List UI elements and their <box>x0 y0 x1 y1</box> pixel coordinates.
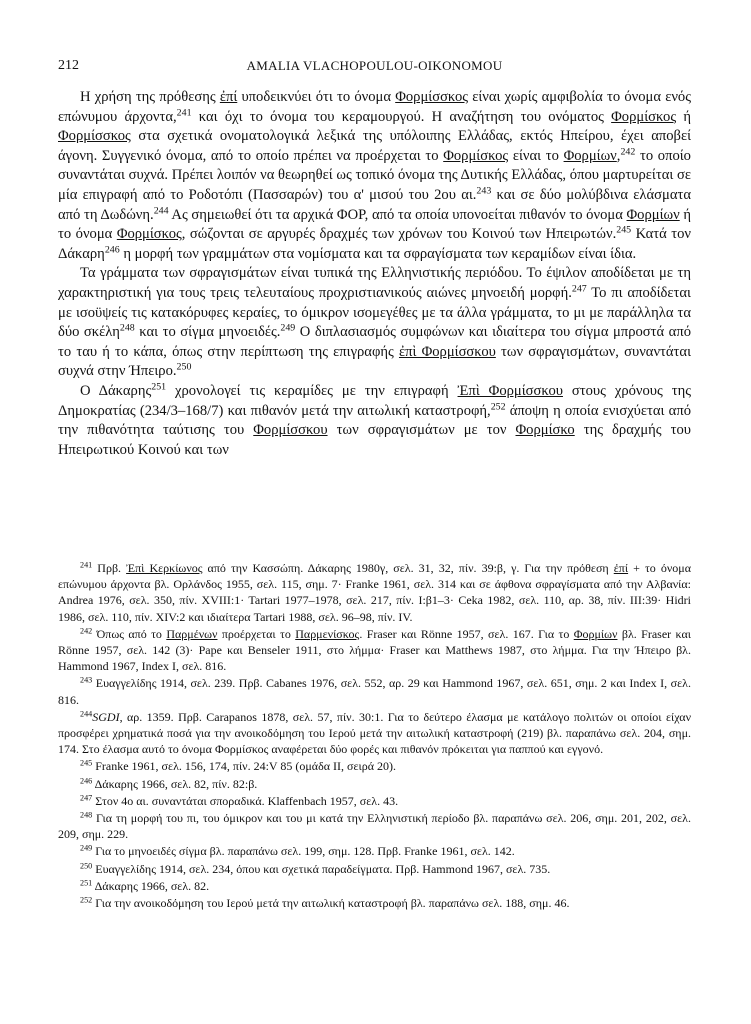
footnote-ref: 242 <box>620 146 636 158</box>
footnote-252 <box>58 895 691 911</box>
footnote-number: 251 <box>80 878 93 888</box>
footnotes <box>58 560 691 912</box>
text: Για τη μορφή του πι, του όμικρον και του μι κατά την Ελληνιστική περίοδο βλ. παραπάνω σελ. 206, σημ. 201, 202, σελ. 209, σημ. 229. <box>58 811 691 842</box>
footnote-number: 245 <box>80 758 93 768</box>
footnote-number: 252 <box>80 895 93 905</box>
underlined-term: Φορμίσκος <box>443 147 509 164</box>
footnote-ref: 248 <box>119 322 135 334</box>
text: είναι χωρίς αμφιβολία το όνομα ενός επώνυμου άρχοντα, <box>58 89 691 125</box>
underlined-term: Ἐπὶ Φορμίσσκου <box>457 382 563 399</box>
underlined-term: Φορμίων <box>626 206 680 223</box>
text: η μορφή των γραμμάτων στα νομίσματα και τα σφραγίσματα των κεραμίδων είναι ίδια. <box>119 245 637 262</box>
text: και σε δύο μολύβδινα ελάσματα από τη Δωδώνη. <box>58 186 692 223</box>
footnote-247 <box>58 793 691 809</box>
text: άποψη η οποία ενισχύεται από την πιθανότητα ταύτισης του <box>58 402 691 439</box>
text: Τα γράμματα των σφραγισμάτων είναι τυπικά της Ελληνιστικής περιόδου. Το έψιλον αποδίδεται με τη χαρακτηριστική για τους τρεις τελευταίους προχριστιανικούς αιώνες μηνοειδή μορφή. <box>58 265 691 301</box>
paragraph-2 <box>58 264 691 382</box>
underlined-term: Φορμίσσκος <box>395 89 469 105</box>
text: Ευαγγελίδης 1914, σελ. 239. Πρβ. Cabanes 1976, σελ. 552, αρ. 29 και Hammond 1967, σελ. 651, σημ. 2 και Index I, σελ. 816. <box>58 676 691 707</box>
text: και το σίγμα μηνοειδές. <box>134 324 281 341</box>
footnote-ref: 250 <box>176 361 192 373</box>
footnote-ref: 249 <box>280 322 296 334</box>
footnote-241 <box>58 560 691 625</box>
text: Ευαγγελίδης 1914, σελ. 234, όπου και σχετικά παραδείγματα. Πρβ. Hammond 1967, σελ. 735. <box>92 861 551 876</box>
underlined-term: ἐπί <box>613 561 629 575</box>
footnote-ref: 244 <box>153 205 169 217</box>
text: Το πι αποδίδεται με ισοϋψείς τις κατακόρυφες κεραίες, το όμικρον ισομεγέθες με τα άλλα γράμματα, το μι με παράλληλα τα δύο σκέλη <box>58 284 691 341</box>
paragraph-1 <box>58 88 691 264</box>
footnote-250 <box>58 861 691 877</box>
text: , σώζονται σε αργυρές δραχμές των χρόνων του Κοινού των Ηπειρωτών. <box>181 226 617 243</box>
footnote-number: 244 <box>80 709 93 719</box>
footnote-number: 241 <box>80 560 93 570</box>
footnote-244 <box>58 709 691 758</box>
text: προέρχεται το <box>217 626 296 641</box>
text: Ο διπλασιασμός συμφώνων και ιδιαίτερα του σίγμα μπροστά από το ταυ ή το κάπα, όπως στην περίπτωση της επιγραφής <box>58 324 691 360</box>
underlined-term: ἐπὶ Φορμίσσκου <box>398 343 496 360</box>
underlined-term: Φορμίσκος <box>611 108 677 125</box>
text: ή <box>676 108 692 125</box>
text: , αρ. 1359. Πρβ. Carapanos 1878, σελ. 57, πίν. 30:1. Για το δεύτερο έλασμα με κατάλογο πολιτών οι οποίοι είχαν προσφέρει χρηματικά ποσά για την ανοικοδόμηση του Ιερού μετά την αιτωλική καταστροφή (219) βλ. παραπάνω σελ. 204, σημ. 174. Στο έλασμα αυτό το όνομα Φορμίσκος αναφέρεται δύο φορές και πιθανόν πρόκειται για παππού και εγγονό. <box>58 709 691 757</box>
text: Η χρήση της πρόθεσης <box>80 89 220 105</box>
text: της δραχμής του Ηπειρωτικού Κοινού και των <box>58 422 691 458</box>
text: , <box>616 147 621 164</box>
underlined-term: Παρμενίσκος <box>295 626 360 641</box>
footnote-ref: 252 <box>490 401 506 413</box>
underlined-term: Φορμίσσκος <box>58 128 131 145</box>
text: Όπως από το <box>92 626 167 641</box>
text: Δάκαρης 1966, σελ. 82, πίν. 82:β. <box>92 776 258 791</box>
text: στα σχετικά ονοματολογικά λεξικά της υπόλοιπης Ελλάδας, εκτός Ηπείρου, έχει αποβεί άγονη. Συγγενικό όνομα, από το οποίο πρέπει να προέρχεται το <box>58 128 691 164</box>
footnote-ref: 251 <box>151 381 167 393</box>
text: των σφραγισμάτων, συναντάται συχνά στην Ήπειρο. <box>58 343 691 380</box>
footnote-number: 249 <box>80 843 93 853</box>
italic-term: SGDI <box>92 709 120 724</box>
text: ή το όνομα <box>58 206 692 243</box>
page-header <box>58 58 691 78</box>
text: Πρβ. <box>92 561 127 575</box>
running-head: AMALIA VLACHOPOULOU-OIKONOMOU <box>246 58 503 73</box>
text: βλ. Fraser και Rönne 1957, σελ. 142 (3)· Pape και Benseler 1911, στο λήμμα· Fraser και Matthews 1987, στο λήμμα. Για την Ήπειρο βλ. Hammond 1967, Index I, σελ. 816. <box>58 626 691 674</box>
footnote-249 <box>58 843 691 859</box>
text: Για την ανοικοδόμηση του Ιερού μετά την αιτωλική καταστροφή βλ. παραπάνω σελ. 188, σημ. 46. <box>92 896 570 911</box>
underlined-term: ἐπί <box>219 89 238 105</box>
underlined-term: Παρμένων <box>166 626 218 641</box>
footnote-251 <box>58 878 691 894</box>
text: υποδεικνύει ότι το όνομα <box>237 89 396 105</box>
text: . Fraser και Rönne 1957, σελ. 167. Για το <box>359 626 574 641</box>
footnote-ref: 243 <box>476 185 492 197</box>
text: χρονολογεί τις κεραμίδες με την επιγραφή <box>166 382 458 399</box>
footnote-ref: 247 <box>571 283 587 295</box>
main-text <box>58 88 691 460</box>
text: Δάκαρης 1966, σελ. 82. <box>92 878 210 893</box>
text: Κατά τον Δάκαρη <box>58 226 692 262</box>
text: + το όνομα επώνυμου άρχοντα βλ. Ορλάνδος 1955, σελ. 115, σημ. 7· Franke 1961, σελ. 314 και σε άφθονα σφραγίσματα από την Αλβανία: Andrea 1976, σελ. 350, πίν. XVIII:1· Tartari 1977–1978, σελ. 217, πίν. I:β1–3· Ceka 1982, σελ. 110, αρ. 38, πίν. III:39· Hidri 1986, σελ. 110, πίν. XIV:2 και ιδιαίτερα Tartari 1988, σελ. 96–98, πίν. IV. <box>58 561 691 624</box>
text: Franke 1961, σελ. 156, 174, πίν. 24:V 85 (ομάδα II, σειρά 20). <box>92 759 397 774</box>
text: το οποίο συναντάται συχνά. Πρέπει λοιπόν να θεωρηθεί ως τοπικό όνομα της Δυτικής Ελλάδας, όπου μαρτυρείται σε μία επιγραφή από το Ροδοτόπι (Πασσαρών) του α' μισού του 2ου αι. <box>58 147 691 203</box>
underlined-term: Φορμίων <box>563 147 617 164</box>
text: στους χρόνους της Δημοκρατίας (234/3–168/7) και πιθανόν μετά την αιτωλική καταστροφή, <box>58 382 691 419</box>
footnote-number: 247 <box>80 793 93 803</box>
text: είναι το <box>508 147 564 164</box>
footnote-243 <box>58 675 691 707</box>
text: από την Κασσώπη. Δάκαρης 1980γ, σελ. 31, 32, πίν. 39:β, γ. Για την πρόθεση <box>202 561 614 575</box>
footnote-ref: 246 <box>104 244 120 256</box>
footnote-246 <box>58 776 691 792</box>
page-number: 212 <box>58 58 79 73</box>
underlined-term: Ἐπὶ Κερκίωνος <box>126 561 203 575</box>
text: Ο Δάκαρης <box>80 382 152 399</box>
footnote-242 <box>58 626 691 675</box>
underlined-term: Φορμίων <box>573 626 618 641</box>
text: Στον 4ο αι. συναντάται σποραδικά. Klaffenbach 1957, σελ. 43. <box>92 793 399 808</box>
footnote-number: 246 <box>80 776 93 786</box>
footnote-number: 250 <box>80 861 93 871</box>
footnote-248 <box>58 810 691 842</box>
text: των σφραγισμάτων με τον <box>327 422 516 439</box>
underlined-term: Φορμίσκος <box>116 226 182 243</box>
footnote-number: 248 <box>80 810 93 820</box>
text: και όχι το όνομα του κεραμουργού. Η αναζήτηση του ονόματος <box>191 108 612 125</box>
footnote-245 <box>58 758 691 774</box>
footnote-number: 242 <box>80 626 93 636</box>
paragraph-3 <box>58 382 691 460</box>
text: Ας σημειωθεί ότι τα αρχικά ΦΟΡ, από τα οποία υπονοείται πιθανόν το όνομα <box>168 206 627 223</box>
underlined-term: Φορμίσσκου <box>253 422 328 439</box>
text: Για το μηνοειδές σίγμα βλ. παραπάνω σελ. 199, σημ. 128. Πρβ. Franke 1961, σελ. 142. <box>92 844 515 859</box>
footnote-number: 243 <box>80 675 93 685</box>
underlined-term: Φορμίσκο <box>515 422 575 439</box>
footnote-ref: 241 <box>176 107 192 119</box>
footnote-ref: 245 <box>616 224 632 236</box>
